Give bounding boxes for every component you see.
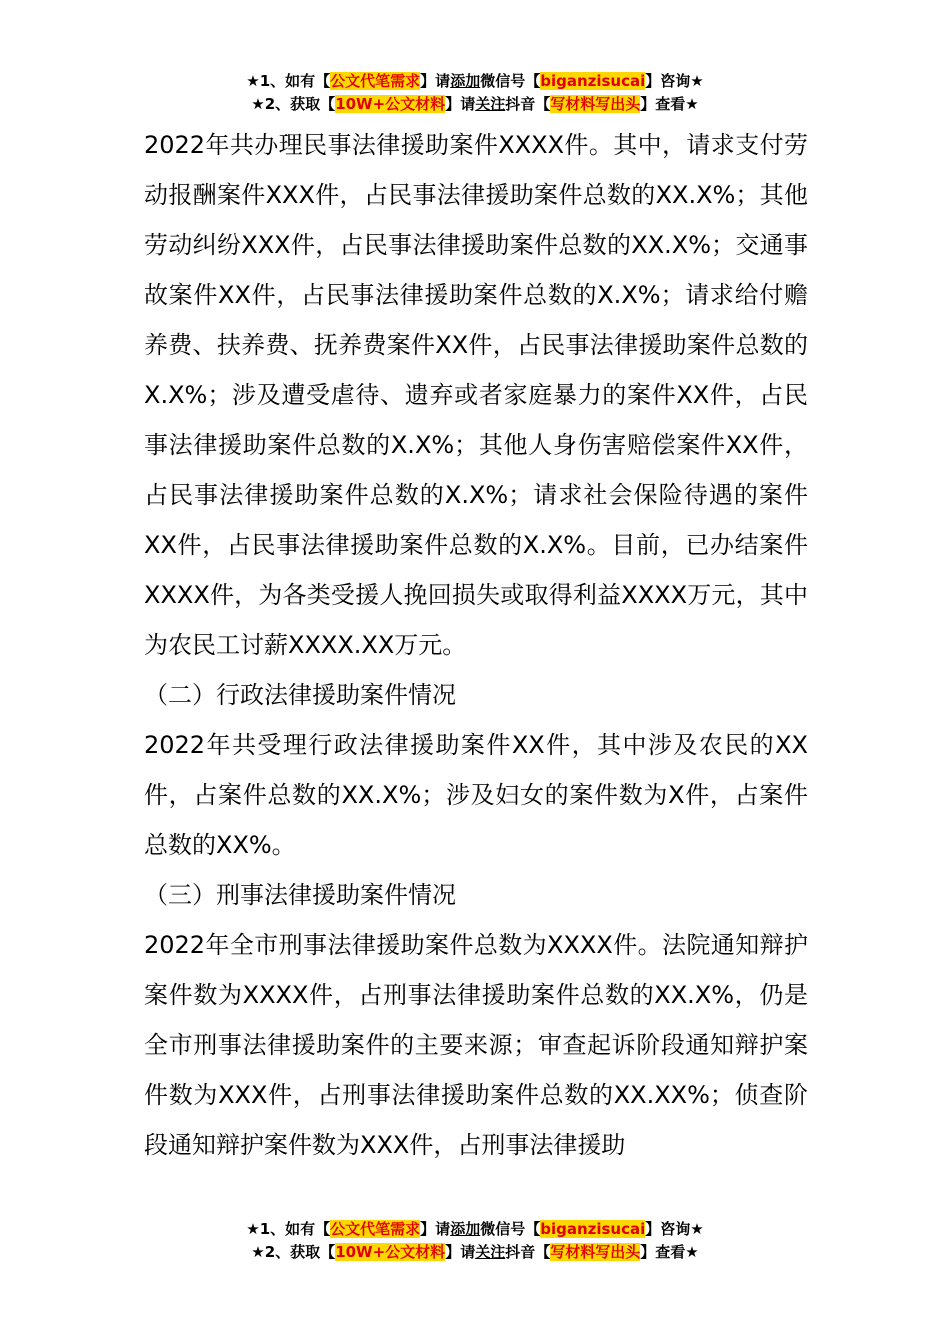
banner-text: 】咨询★ [645,72,704,90]
banner-text: 】请 [445,95,476,113]
section-heading-administrative: （二）行政法律援助案件情况 [144,681,456,709]
banner-emphasis: 添加 [450,72,481,90]
banner-text: 】请 [420,1220,451,1238]
paragraph-criminal-cases: 2022年全市刑事法律援助案件总数为XXXX件。法院通知辩护案件数为XXXX件，占刑事法律援助案件总数的XX.X%，仍是全市刑事法律援助案件的主要来源；审查起诉阶段通知辩护案件数为XXX件，占刑事法律援助案件总数的XX.XX%；侦查阶段通知辩护案件数为XXX件，占刑事法律援助 [144,931,808,1159]
highlight-materials: 10W+公文材料 [335,95,446,113]
banner-emphasis: 关注 [475,95,506,113]
banner-text: 】请 [420,72,451,90]
paragraph-administrative-cases: 2022年共受理行政法律援助案件XX件，其中涉及农民的XX件，占案件总数的XX.X%；涉及妇女的案件数为X件，占案件总数的XX%。 [144,731,808,859]
banner-text: 微信号【 [480,1220,541,1238]
banner-line-2 [0,93,950,116]
highlight-douyin: 写材料写出头 [550,1243,641,1261]
banner-text: 】查看★ [640,1243,699,1261]
banner-line-2 [0,1241,950,1264]
banner-text: 抖音【 [505,1243,551,1261]
banner-emphasis: 关注 [475,1243,506,1261]
highlight-service: 公文代笔需求 [330,1220,421,1238]
highlight-wechat-id: biganzisucai [540,1220,646,1238]
paragraph-civil-cases: 2022年共办理民事法律援助案件XXXX件。其中，请求支付劳动报酬案件XXX件，占民事法律援助案件总数的XX.X%；其他劳动纠纷XXX件，占民事法律援助案件总数的XX.X%；交通事故案件XX件，占民事法律援助案件总数的X.X%；请求给付赡养费、扶养费、抚养费案件XX件，占民事法律援助案件总数的X.X%；涉及遭受虐待、遗弃或者家庭暴力的案件XX件，占民事法律援助案件总数的X.X%；其他人身伤害赔偿案件XX件，占民事法律援助案件总数的X.X%；请求社会保险待遇的案件XX件，占民事法律援助案件总数的X.X%。目前，已办结案件XXXX件，为各类受援人挽回损失或取得利益XXXX万元，其中为农民工讨薪XXXX.XX万元。 [144,131,808,659]
highlight-materials: 10W+公文材料 [335,1243,446,1261]
banner-line-1 [0,70,950,93]
banner-text: ★2、获取【 [251,1243,336,1261]
banner-emphasis: 添加 [450,1220,481,1238]
highlight-douyin: 写材料写出头 [550,95,641,113]
banner-text: 】咨询★ [645,1220,704,1238]
section-heading-criminal: （三）刑事法律援助案件情况 [144,881,456,909]
document-body [144,120,808,1170]
banner-text: ★1、如有【 [246,72,331,90]
banner-text: 微信号【 [480,72,541,90]
banner-text: ★1、如有【 [246,1220,331,1238]
banner-text: 】查看★ [640,95,699,113]
highlight-service: 公文代笔需求 [330,72,421,90]
highlight-wechat-id: biganzisucai [540,72,646,90]
banner-text: 】请 [445,1243,476,1261]
banner-line-1 [0,1218,950,1241]
banner-text: ★2、获取【 [251,95,336,113]
banner-text: 抖音【 [505,95,551,113]
footer-banner [0,1218,950,1264]
header-banner [0,70,950,116]
